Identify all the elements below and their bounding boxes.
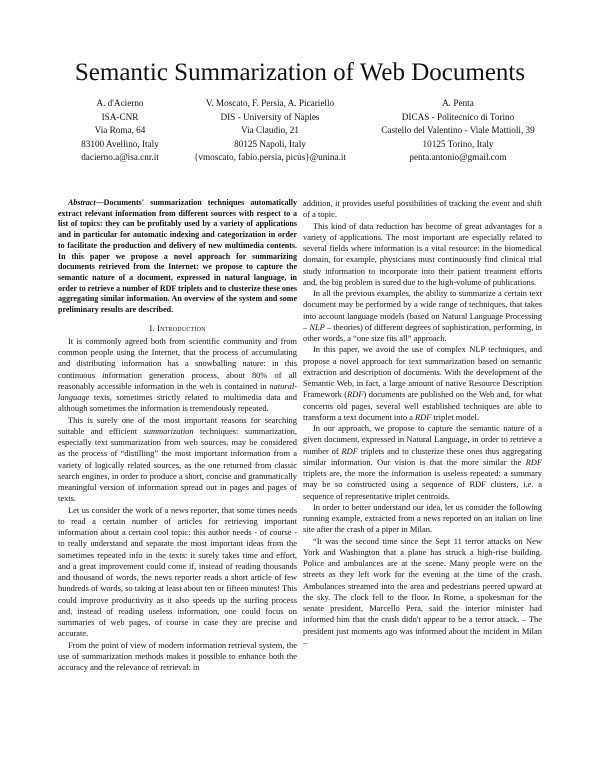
section-heading bbox=[58, 323, 297, 334]
author-city: 83100 Avellino, Italy bbox=[81, 138, 159, 149]
paragraph: Let us consider the work of a news reporter, that some times needs to read a certain number of articles for retrieving important information about a certain cool topic: this author needs - of course - to really understand and separate the most important ideas from the sometimes repeated info in the texts: it surely takes time and effort, and a great improvement could come if, instead of reading thousands and thousand of words, the news reporter reads a short article of few hundreds of words, so taking at least about ten or fifteen minutes! This could improve productivity as it also speeds up the surfing process and, instead of reading useless information, one could focus on summaries of web pages, of course in case they are precise and accurate. bbox=[58, 504, 297, 639]
italic-text: RDF bbox=[347, 389, 364, 400]
author-block-1 bbox=[60, 97, 180, 165]
text: In our approach, we propose to capture the semantic nature of a given document, expressed in Natural Language, in order to retrieve a number of bbox=[303, 423, 542, 456]
section-title: Introduction bbox=[157, 322, 206, 333]
right-column bbox=[303, 198, 542, 648]
paragraph bbox=[303, 288, 542, 344]
italic-text: RDF bbox=[341, 445, 358, 456]
author-address: Via Claudio, 21 bbox=[241, 125, 299, 136]
italic-text: RDF bbox=[525, 456, 542, 467]
italic-text: summarization bbox=[143, 425, 194, 436]
author-email: penta.antonio@gmail.com bbox=[409, 152, 507, 163]
paragraph: In order to better understand our idea, let us consider the following running example, extracted from a news reported on an italian on line site after the crash of a piper in Milan. bbox=[303, 501, 542, 535]
text: It is commonly agreed both from scientific community and from common people using the Internet, that the process of accumulating and distributing information has a snowballing nature: in this continuous information generation process, about 80% of all reasonably accessible information in the web is contained in bbox=[58, 335, 297, 391]
abstract-text: —Documents' summarization techniques automatically extract relevant information from different sources with respect to a list of topics: they can be profitably used by a variety of applications and in particular for automatic indexing and categorization in order to facilitate the production and delivery of new multimedia contents. In this paper we propose a novel approach for summarizing documents retrieved from the Internet: we propose to capture the semantic nature of a document, expressed in natural language, in order to retrieve a number of RDF triplets and to clusterize these ones aggregating similar information. An overview of the system and some preliminary results are described. bbox=[58, 198, 297, 315]
left-column bbox=[58, 198, 297, 673]
author-address: Via Roma, 64 bbox=[94, 125, 146, 136]
text: – theories) of different degrees of sophistication, performing, in other words, a “one size fits all” approach. bbox=[303, 321, 542, 343]
paragraph bbox=[303, 344, 542, 423]
author-name: V. Moscato, F. Persia, A. Picariello bbox=[205, 98, 335, 108]
paragraph: This kind of data reduction has become of great advantages for a variety of applications. The most important are especially related to several fields where information is a vital resource: in the biomedical domain, for example, physicians must continuously find clinical trial study information to incorporate into their patient treatment efforts and, the big problem is sured due to the high-volume of publications. bbox=[303, 220, 542, 287]
abstract bbox=[58, 198, 297, 316]
text: techniques: summarization, especially text summarization from web sources, may be considered as the process of “distilling” the most important information from a variety of logically related sources, as the one returned from classic search engines, in order to produce a short, concise and grammatically meaningful version of information spread out in pages and pages of texts. bbox=[58, 425, 297, 504]
italic-text: NLP bbox=[309, 321, 325, 332]
author-affiliation: DICAS - Politecnico di Torino bbox=[401, 111, 515, 122]
paper-title: Semantic Summarization of Web Documents bbox=[74, 59, 526, 86]
text: ) documents are published on the Web and, for what concerns old pages, several well established techniques are able to transform a text document into a bbox=[303, 389, 542, 422]
author-city: 80125 Napoli, Italy bbox=[234, 138, 306, 149]
author-block-3 bbox=[358, 97, 558, 165]
author-affiliation: ISA-CNR bbox=[101, 111, 139, 122]
author-name: A. d'Acierno bbox=[96, 98, 144, 108]
paragraph bbox=[303, 423, 542, 502]
italic-text: RDF bbox=[415, 411, 432, 422]
text: triplets are, the more the information is useless repeated: a summary may be so constructed using a sequence of RDF clusters, i.e. a sequence of representative triplet centroids. bbox=[303, 468, 542, 501]
abstract-label: Abstract bbox=[68, 198, 96, 207]
text: triplet model. bbox=[431, 411, 479, 422]
text: This is surely one of the most important reasons for searching suitable and efficient bbox=[58, 414, 297, 436]
paragraph: addition, it provides useful possibilities of tracking the event and shift of a topic. bbox=[303, 198, 542, 220]
paragraph bbox=[58, 415, 297, 505]
paragraph: From the point of view of modern information retrieval system, the use of summarization methods makes it possible to enhance both the accuracy and the relevance of retrieval: in bbox=[58, 639, 297, 673]
paragraph bbox=[58, 336, 297, 415]
text: triplets and to clusterize these ones thus aggregating similar information. Our vision is that the more similar the bbox=[303, 445, 542, 467]
author-email: {vmoscato, fabio.persia, picus}@unina.it bbox=[194, 152, 346, 163]
quote-paragraph: “It was the second time since the Sept 11 terror attacks on New York and Washington that a plane has struck a high-rise building. Police and ambulances are at the scene. Many people were on the streets as they left work for the evening at the time of the crash. Ambulances streamed into the area and pedestrians peered upward at the sky. The clock fell to the floor. In Rome, a spokesman for the senate president, Marcello Pera, said the interior minister had informed him that the crash didn't appear to be a terror attack. – The president just moments ago was informed about the incident in Milan – bbox=[303, 535, 542, 647]
author-block-2 bbox=[170, 97, 370, 165]
author-affiliation: DIS - University of Naples bbox=[220, 111, 320, 122]
author-email: dacierno.a@isa.cnr.it bbox=[81, 152, 159, 163]
author-city: 10125 Torino, Italy bbox=[422, 138, 494, 149]
italic-text: natural-language bbox=[58, 380, 298, 403]
text: texts, sometimes strictly related to multimedia data and although sometimes the information is tremendously repeated. bbox=[58, 392, 297, 414]
author-address: Castello del Valentino - Viale Mattioli, 39 bbox=[381, 125, 535, 136]
text: In this paper, we avoid the use of complex NLP techniques, and propose a novel approach for text summarization based on semantic extraction and description of documents. With the development of the Semantic Web, in fact, a large amount of native Resource Description Framework ( bbox=[303, 344, 542, 400]
section-number: I. bbox=[149, 322, 155, 333]
author-name: A. Penta bbox=[442, 98, 474, 108]
text: In all the previous examples, the ability to summarize a certain text document may be performed by a wide range of techniques, that takes into account language models (based on Natural Language Processing – bbox=[303, 288, 542, 332]
